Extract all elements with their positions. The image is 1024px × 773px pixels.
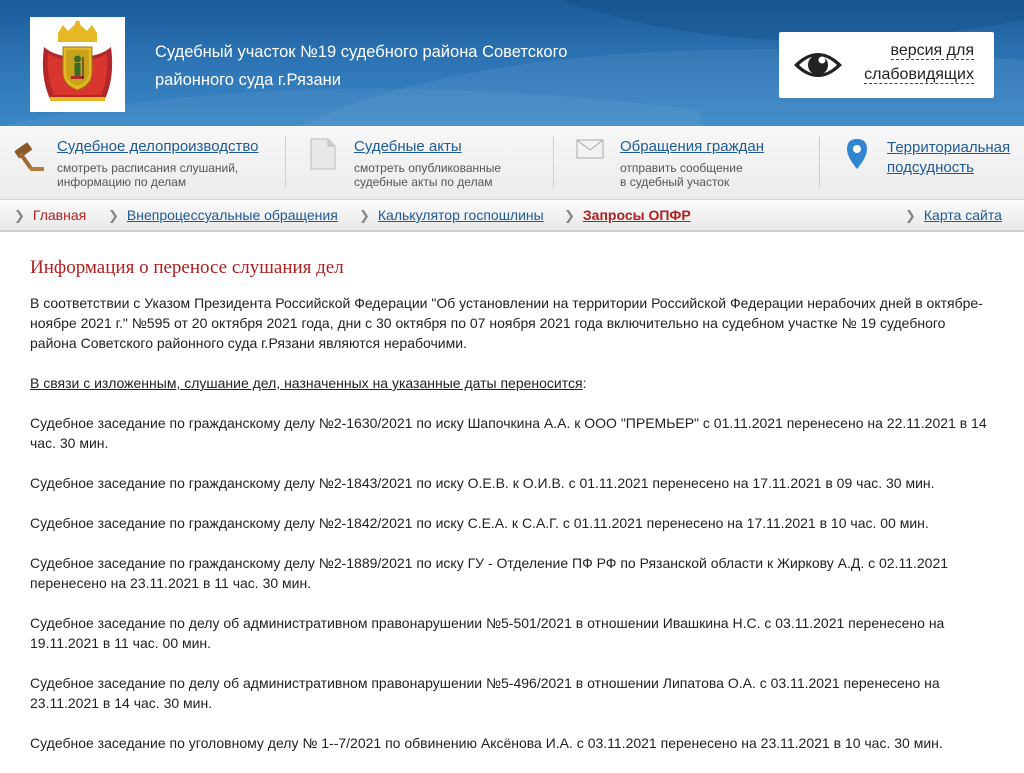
- services-bar: [0, 126, 1024, 200]
- accessibility-version-label[interactable]: [864, 39, 974, 87]
- eye-icon: [792, 45, 844, 85]
- hearing-item: Судебное заседание по уголовному делу № 1--7/2021 по обвинению Аксёнова И.А. с 03.11.2021 перенесено на 23.11.2021 в 10 час. 30 мин.: [30, 735, 943, 751]
- breadcrumb-nav: [0, 200, 1024, 232]
- intro-paragraph: В соответствии с Указом Президента Российской Федерации "Об установлении на территории Российской Федерации нерабочих дней в октябре-ноябре 2021 г." №595 от 20 октября 2021 года, дни с 30 октября по 07 ноября 2021 года включительно на судебном участке № 19 судебного района Советского районного суда г.Рязани являются нерабочими.: [30, 295, 983, 351]
- service-description: смотреть расписания слушаний, информацию по делам: [57, 161, 239, 189]
- service-title[interactable]: Обращения граждан: [620, 138, 764, 155]
- service-description: смотреть опубликованные судебные акты по делам: [354, 161, 502, 189]
- service-citizen-appeals[interactable]: [554, 126, 819, 200]
- nav-item-extra-procedural-appeals[interactable]: ❯ Внепроцессуальные обращения: [108, 207, 338, 223]
- accessibility-label-line1: версия для: [890, 42, 974, 59]
- service-territorial-jurisdiction[interactable]: [820, 126, 1024, 200]
- service-title[interactable]: Судебное делопроизводство: [57, 138, 259, 155]
- site-title[interactable]: Судебный участок №19 судебного района Советского районного суда г.Рязани: [155, 43, 568, 89]
- chevron-right-icon: ❯: [905, 208, 916, 223]
- nav-item-opfr-requests[interactable]: ❯ Запросы ОПФР: [564, 207, 691, 223]
- envelope-icon: [576, 139, 604, 159]
- nav-item-sitemap[interactable]: ❯ Карта сайта: [905, 207, 1002, 223]
- document-icon: [310, 138, 336, 170]
- site-logo[interactable]: [30, 17, 125, 112]
- chevron-right-icon: ❯: [564, 208, 575, 223]
- chevron-right-icon: ❯: [108, 208, 119, 223]
- accessibility-label-line2: слабовидящих: [864, 66, 974, 83]
- hearing-item: Судебное заседание по гражданскому делу №2-1630/2021 по иску Шапочкина А.А. к ООО "ПРЕМЬЕР" с 01.11.2021 перенесено на 22.11.2021 в 14 час. 30 мин.: [30, 415, 987, 451]
- hearing-item: Судебное заседание по делу об административном правонарушении №5-496/2021 в отношении Липатова О.А. с 03.11.2021 перенесено на 23.11.2021 в 14 час. 30 мин.: [30, 675, 940, 711]
- service-description: отправить сообщение в судебный участок: [620, 161, 743, 189]
- site-header: [0, 0, 1024, 126]
- gavel-icon: [10, 140, 46, 174]
- hearing-item: Судебное заседание по гражданскому делу №2-1842/2021 по иску С.Е.А. к С.А.Г. с 01.11.2021 перенесено на 17.11.2021 в 10 час. 00 мин.: [30, 515, 929, 531]
- notice-paragraph: В связи с изложенным, слушание дел, назначенных на указанные даты переносится:: [30, 375, 587, 391]
- service-court-acts[interactable]: [286, 126, 552, 200]
- coat-of-arms-icon: [30, 17, 125, 112]
- nav-item-fee-calculator[interactable]: ❯ Калькулятор госпошлины: [359, 207, 544, 223]
- page-title: Информация о переносе слушания дел: [30, 257, 344, 278]
- hearing-item: Судебное заседание по гражданскому делу №2-1889/2021 по иску ГУ - Отделение ПФ РФ по Рязанской области к Жиркову А.Д. с 02.11.2021 перенесено на 23.11.2021 в 11 час. 30 мин.: [30, 555, 949, 591]
- service-court-proceedings[interactable]: [0, 126, 285, 200]
- main-content: [30, 256, 990, 773]
- nav-item-home[interactable]: ❯ Главная: [14, 207, 87, 223]
- accessibility-version-button[interactable]: [779, 32, 994, 98]
- hearing-item: Судебное заседание по делу об административном правонарушении №5-501/2021 в отношении Ивашкина Н.С. с 03.11.2021 перенесено на 19.11.2021 в 11 час. 00 мин.: [30, 615, 945, 651]
- chevron-right-icon: ❯: [14, 208, 25, 223]
- service-title[interactable]: Территориальная подсудность: [887, 139, 1011, 176]
- service-title[interactable]: Судебные акты: [354, 138, 462, 155]
- chevron-right-icon: ❯: [359, 208, 370, 223]
- hearing-item: Судебное заседание по гражданскому делу №2-1843/2021 по иску О.Е.В. к О.И.В. с 01.11.2021 перенесено на 17.11.2021 в 09 час. 30 мин.: [30, 475, 935, 491]
- map-pin-icon: [846, 138, 868, 170]
